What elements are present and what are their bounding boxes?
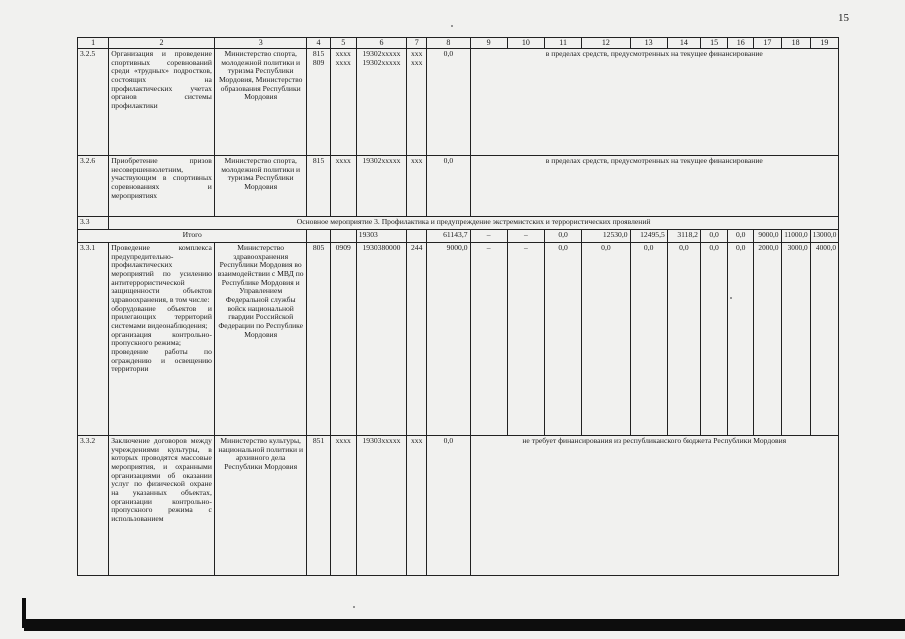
grbs-code <box>307 49 330 156</box>
column-number: 12 <box>582 38 630 49</box>
value-cell: – <box>507 243 544 436</box>
value-cell: 3000,0 <box>781 243 810 436</box>
executor: Министерство спорта, молодежной политики и туризма Республики Мордовия <box>214 156 307 217</box>
column-number: 9 <box>470 38 507 49</box>
total-label: Итого <box>78 230 307 243</box>
column-number-row <box>78 38 839 49</box>
value-cell: 13000,0 <box>810 230 838 243</box>
executor: Министерство спорта, молодежной политики и туризма Республики Мордовия, Министерство образования Республики Мордовия <box>214 49 307 156</box>
row-id: 3.2.5 <box>78 49 109 156</box>
value-cell: 12530,0 <box>582 230 630 243</box>
value-cell: 4000,0 <box>810 243 838 436</box>
column-number: 13 <box>630 38 667 49</box>
description-line: проведение работы по ограждению и освещению территории <box>111 346 212 374</box>
empty-cell <box>330 230 356 243</box>
value-cell: 3118,2 <box>667 230 700 243</box>
column-number: 7 <box>407 38 427 49</box>
column-number: 18 <box>781 38 810 49</box>
csr-code: 19302xxxxx <box>356 156 406 217</box>
value-cell: 0,0 <box>630 243 667 436</box>
vr-code-1: xxx <box>410 49 423 58</box>
value-cell: – <box>470 230 507 243</box>
value-cell: 2000,0 <box>754 243 781 436</box>
grbs-code: 851 <box>307 436 330 576</box>
csr-code: 19303xxxxx <box>356 436 406 576</box>
grbs-code: 805 <box>307 243 330 436</box>
value-cell: 0,0 <box>582 243 630 436</box>
section-row-3-3 <box>78 217 839 230</box>
page-number: 15 <box>838 12 849 24</box>
total-row <box>78 230 839 243</box>
table-row-3-2-5 <box>78 49 839 156</box>
value-cell: 0,0 <box>728 230 754 243</box>
grbs-code: 815 <box>307 156 330 217</box>
csr-code <box>356 49 406 156</box>
csr-code-1: 19302xxxxx <box>362 49 401 58</box>
table-row-3-3-1 <box>78 243 839 436</box>
activity-description: Организация и проведение спортивных соревнований среди «трудных» подростков, состоящих на профилактических учетах органов системы профилактики <box>109 49 215 156</box>
description-line: организация контрольно-пропускного режима; <box>111 329 212 348</box>
vr-code: 244 <box>407 243 427 436</box>
program-table <box>77 37 839 576</box>
column-number: 15 <box>700 38 727 49</box>
value-cell: 9000,0 <box>427 243 470 436</box>
scan-speck <box>730 297 732 299</box>
csr-code: 1930380000 <box>356 243 406 436</box>
rzpr-code-1: xxxx <box>335 49 351 58</box>
executor: Министерство культуры, национальной политики и архивного дела Республики Мордовия <box>214 436 307 576</box>
column-number: 14 <box>667 38 700 49</box>
column-number: 3 <box>214 38 307 49</box>
executor: Министерство здравоохранения Республики Мордовия во взаимодействии с МВД по Республике Мордовия и Управлением Федеральной службы войск национальной гвардии Российской Федерации по Республике Мордовия <box>214 243 307 436</box>
value-cell: 0,0 <box>700 243 727 436</box>
table-row-3-3-2 <box>78 436 839 576</box>
grbs-code-1: 815 <box>312 49 325 58</box>
total-amount: 0,0 <box>427 49 470 156</box>
financing-note: в пределах средств, предусмотренных на текущее финансирование <box>470 49 838 156</box>
column-number: 11 <box>545 38 582 49</box>
column-number: 8 <box>427 38 470 49</box>
rzpr-code: xxxx <box>330 436 356 576</box>
row-id: 3.2.6 <box>78 156 109 217</box>
financing-note: в пределах средств, предусмотренных на текущее финансирование <box>470 156 838 217</box>
activity-description: Приобретение призов несовершеннолетним, участвующим в спортивных соревнованиях и мероприятиях <box>109 156 215 217</box>
column-number: 19 <box>810 38 838 49</box>
vr-code: xxx <box>407 156 427 217</box>
activity-description <box>109 243 215 436</box>
row-id: 3.3.2 <box>78 436 109 576</box>
column-number: 1 <box>78 38 109 49</box>
activity-description: Заключение договоров между учреждениями культуры, в которых проводятся массовые мероприятия, и охранными организациями об оказании услуг по физической охране на указанных объектах, организации контрольно-пропускного режима с использованием <box>109 436 215 576</box>
total-amount: 0,0 <box>427 436 470 576</box>
column-number: 2 <box>109 38 215 49</box>
value-cell: 9000,0 <box>754 230 781 243</box>
rzpr-code-2: xxxx <box>335 57 351 67</box>
scan-speck <box>353 606 355 608</box>
vr-code-2: xxx <box>410 57 423 67</box>
value-cell: 0,0 <box>545 230 582 243</box>
description-line: оборудование объектов и прилегающих территорий системами видеонаблюдения; <box>111 303 212 330</box>
column-number: 4 <box>307 38 330 49</box>
vr-code <box>407 49 427 156</box>
value-cell: – <box>507 230 544 243</box>
value-cell: 61143,7 <box>427 230 470 243</box>
section-title: Основное мероприятие 3. Профилактика и предупреждение экстремистских и террористических проявлений <box>109 217 839 230</box>
financing-note: не требует финансирования из республиканского бюджета Республики Мордовия <box>470 436 838 576</box>
column-number: 10 <box>507 38 544 49</box>
value-cell: 11000,0 <box>781 230 810 243</box>
row-id: 3.3.1 <box>78 243 109 436</box>
table-row-3-2-6 <box>78 156 839 217</box>
grbs-code-2: 809 <box>312 57 325 67</box>
csr-code-2: 19302xxxxx <box>362 57 401 67</box>
rzpr-code <box>330 49 356 156</box>
value-cell: 0,0 <box>728 243 754 436</box>
row-id: 3.3 <box>78 217 109 230</box>
column-number: 6 <box>356 38 406 49</box>
value-cell: 12495,5 <box>630 230 667 243</box>
scan-edge <box>24 619 905 631</box>
value-cell: 0,0 <box>700 230 727 243</box>
value-cell: 0,0 <box>545 243 582 436</box>
column-number: 16 <box>728 38 754 49</box>
description-line: Проведение комплекса предупредительно-профилактических мероприятий по усилению антитеррористической защищенности объектов здравоохранения, в том числе: <box>111 243 212 304</box>
empty-cell <box>407 230 427 243</box>
column-number: 17 <box>754 38 781 49</box>
column-number: 5 <box>330 38 356 49</box>
value-cell: – <box>470 243 507 436</box>
scan-speck <box>451 25 453 27</box>
vr-code: xxx <box>407 436 427 576</box>
rzpr-code: 0909 <box>330 243 356 436</box>
empty-cell <box>307 230 330 243</box>
value-cell: 0,0 <box>667 243 700 436</box>
csr-code: 19303 <box>356 230 406 243</box>
total-amount: 0,0 <box>427 156 470 217</box>
rzpr-code: xxxx <box>330 156 356 217</box>
